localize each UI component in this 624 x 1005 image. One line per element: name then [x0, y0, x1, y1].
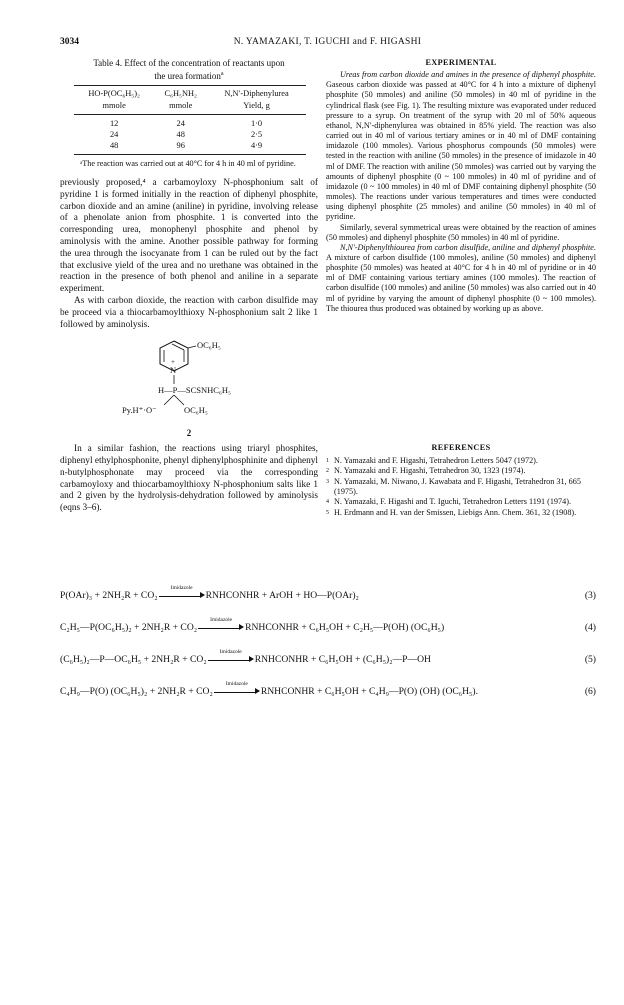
table-header-urea: N,N′-Diphenylurea: [207, 86, 306, 102]
equation-reactants: C₂H₅—P(OC₆H₅)₂ + 2NH₂R + CO₂: [60, 622, 198, 633]
reference-number: 3: [326, 478, 329, 485]
page-number: 3034: [60, 37, 79, 47]
reference-number: 4: [326, 499, 329, 506]
compound-2-structure: [60, 337, 318, 427]
reference-item: [326, 456, 596, 466]
experimental-paragraph-2: Similarly, several symmetrical ureas were obtained by the reaction of amines (50 mmoles) and diphenyl phosphite (50 mmoles) in 40 ml of pyridine.: [326, 222, 596, 242]
experimental-heading: EXPERIMENTAL: [425, 58, 497, 67]
table-row: [74, 141, 306, 155]
equation-products: RNHCONHR + C₆H₅OH + (C₆H₅)₂—P—OH: [254, 654, 431, 665]
table-cell: 24: [109, 130, 119, 139]
table-unit-aniline: mmole: [154, 101, 207, 115]
reaction-arrow: [159, 584, 205, 601]
table-caption-line1: Table 4. Effect of the concentration of reactants upon: [93, 58, 285, 68]
table-footnote: ᵃThe reaction was carried out at 40°C for 4 h in 40 ml of pyridine.: [80, 159, 296, 168]
reference-text: N. Yamazaki and F. Higashi, Tetrahedron 30, 1323 (1974).: [334, 466, 526, 476]
equation-6: [60, 680, 596, 700]
table-caption: [74, 58, 304, 82]
equation-reactants: C₄H₉—P(O) (OC₆H₅)₂ + 2NH₂R + CO₂: [60, 686, 213, 697]
reaction-arrow: [198, 616, 244, 633]
equation-5: [60, 648, 596, 668]
equation-4: [60, 616, 596, 636]
table-row: [74, 115, 306, 130]
table-cell: 4·9: [207, 141, 306, 155]
catalyst-label: Imidazole: [170, 584, 193, 591]
equation-3: [60, 584, 596, 604]
reaction-arrow: [208, 648, 254, 665]
references-heading: REFERENCES: [431, 442, 491, 452]
concentration-table: [74, 85, 306, 155]
body-paragraph-1: previously proposed,⁴ a carbamoyloxy N-phosphonium salt of pyridine 1 is formed initially in the reaction of diphenyl phosphite, carbon dioxide and an amine (aniline) in pyridine, involving release of a phenolate anion from phosphite. 1 is converted into the corresponding urea, monophenyl phosphite and phenol by aminolysis with the amine. Another possible pathway for forming the urea through the isocyanate from 1 can be ruled out by the fact that exclusive yield of the urea and no urethane was obtained in the reaction in the presence of both phenol and aniline in a separate experiment.: [60, 178, 318, 295]
equation-number: (3): [584, 590, 596, 601]
experimental-paragraph-1-body: Gaseous carbon dioxide was passed at 40°C for 4 h into a mixture of diphenyl phosphite (50 mmoles) and aniline (50 mmoles) in 40 ml of pyridine in the cylindrical flask (see Fig. 1). The resulting mixture was evaporated under reduced pressure to a syrup. On treatment of the syrup with 20 ml of 50% aqueous ethanol, N,N′-diphenylurea was obtained in 85% yield. The reaction was also carried out in 40 ml of various tertiary amines or in 40 ml of DMF containing imidazole (100 mmoles). Various phosphorus compounds (50 mmoles) were tested in the reaction with aniline (50 mmoles) in the presence of imidazole in 40 ml of DMF. The reaction with aniline (50 mmoles) was carried out by varying the amounts of diphenyl phosphite (0 ~ 100 mmoles) in 40 ml of pyridine and of imidazole (0 ~ 100 mmoles) in 40 ml of DMF containing diphenyl phosphite (50 mmoles). The reactions under various temperatures and times were conducted using diphenyl phosphite (25 mmoles) and aniline (50 mmoles) in 40 ml of pyridine.: [326, 80, 596, 222]
experimental-paragraph-3: [326, 243, 596, 314]
reference-number: 2: [326, 468, 329, 475]
equation-products: RNHCONHR + ArOH + HO—P(OAr)₂: [205, 590, 359, 601]
equation-body: [60, 680, 478, 697]
table-caption-line2-wrap: [74, 69, 304, 82]
reference-item: [326, 477, 596, 498]
table-unit-phosphite: mmole: [74, 101, 154, 115]
equation-body: [60, 584, 359, 601]
equation-products: RNHCONHR + C₆H₅OH + C₄H₉—P(O) (OH) (OC₆H₅).: [260, 686, 478, 697]
right-column: [326, 58, 596, 518]
equation-number: (6): [584, 686, 596, 697]
experimental-paragraph-3-body: A mixture of carbon disulfide (100 mmoles), aniline (50 mmoles) and diphenyl phosphite (50 mmoles) was heated at 40°C for 4 h in 40 ml of pyridine or in 40 ml of DMF containing various tertiary amines (100 mmoles). The reaction of carbon disulfide (100 mmoles) and aniline (50 mmoles) was also carried out in 40 ml of pyridine by varying the amount of diphenyl phosphite (0 ~ 100 mmoles). The thiourea thus produced was obtained by working up as above.: [326, 252, 596, 313]
catalyst-label: Imidazole: [210, 616, 233, 623]
experimental-paragraph-3-title: N,N′-Diphenylthiourea from carbon disulfide, aniline and diphenyl phosphite.: [340, 242, 596, 252]
body-paragraph-3: In a similar fashion, the reactions using triaryl phosphites, diphenyl ethylphosphonite, phenyl diphenylphosphinite and diphenyl n-butylphosphonate may proceed via the corresponding carbamoyloxy and thiocarbamoylthioxy N-phosphonium salts like 1 and 2 given by the hydrolysis-dehydration followed by aminolysis (eqns 3–6).: [60, 444, 318, 514]
experimental-paragraph-1-title: Ureas from carbon dioxide and amines in the presence of diphenyl phosphite.: [340, 70, 596, 80]
page-header: [60, 37, 595, 51]
equation-reactants: P(OAr)₃ + 2NH₂R + CO₂: [60, 590, 158, 601]
catalyst-label: Imidazole: [225, 680, 248, 687]
phosphonium-chain: H—P—SCSNHC₆H₅: [158, 385, 232, 396]
reference-item: [326, 508, 596, 518]
table-row: [74, 130, 306, 141]
table-cell: 2·5: [250, 130, 263, 139]
reaction-arrow: [214, 680, 260, 697]
reference-number: 5: [326, 509, 329, 516]
table-header-phosphite: HO-P(OC₆H₅)₂: [74, 86, 154, 102]
equation-number: (4): [584, 622, 596, 633]
references-list: [326, 456, 596, 518]
table-cell: 24: [176, 119, 185, 128]
equation-reactants: (C₆H₅)₂—P—OC₆H₅ + 2NH₂R + CO₂: [60, 654, 207, 665]
reference-number: 1: [326, 458, 329, 465]
left-column: [60, 58, 318, 515]
catalyst-label: Imidazole: [219, 648, 242, 655]
reference-text: N. Yamazaki, F. Higashi and T. Iguchi, Tetrahedron Letters 1191 (1974).: [334, 497, 571, 507]
table-caption-line2: the urea formation: [154, 71, 221, 81]
experimental-paragraph-1: [326, 70, 596, 222]
compound-number: 2: [186, 428, 192, 439]
reference-item: [326, 466, 596, 476]
equation-body: [60, 616, 445, 633]
table-cell: 1·0: [250, 119, 263, 128]
equation-products: RNHCONHR + C₆H₅OH + C₂H₅—P(OH) (OC₆H₅): [245, 622, 445, 633]
substituent-oc6h5-top: OC₆H₅: [197, 340, 221, 351]
table-caption-marker: a: [220, 71, 224, 77]
equation-number: (5): [584, 654, 596, 665]
table-cell: 96: [154, 141, 207, 155]
nitrogen-charge: +: [171, 358, 175, 367]
running-head: N. YAMAZAKI, T. IGUCHI and F. HIGASHI: [233, 37, 422, 47]
table-header-aniline: C₆H₅NH₂: [154, 86, 207, 102]
table-cell: 48: [74, 141, 154, 155]
reference-item: [326, 497, 596, 507]
reference-text: N. Yamazaki, M. Niwano, J. Kawabata and F. Higashi, Tetrahedron 31, 665 (1975).: [334, 476, 581, 496]
table-cell: 12: [109, 119, 119, 128]
reference-text: N. Yamazaki and F. Higashi, Tetrahedron Letters 5047 (1972).: [334, 456, 538, 466]
table-cell: 48: [176, 130, 185, 139]
counter-ion: Py.H⁺·O⁻: [122, 405, 157, 416]
reference-text: H. Erdmann and H. van der Smissen, Liebigs Ann. Chem. 361, 32 (1908).: [334, 507, 577, 517]
pyridine-nitrogen: N: [170, 365, 177, 376]
equation-body: [60, 648, 431, 665]
substituent-oc6h5-bottom: OC₆H₅: [184, 405, 208, 416]
table-unit-urea: Yield, g: [207, 101, 306, 115]
body-paragraph-2: As with carbon dioxide, the reaction with carbon disulfide may be proceed via a thiocarbamoylthioxy N-phosphonium salt 2 like 1 followed by aminolysis.: [60, 295, 318, 330]
